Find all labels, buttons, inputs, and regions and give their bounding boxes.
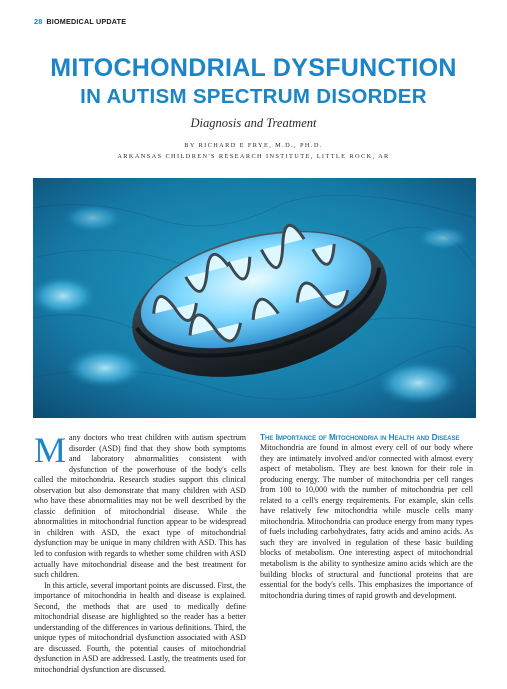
drop-cap: M [34,430,67,470]
article-subtitle: Diagnosis and Treatment [190,116,317,130]
intro-paragraph: any doctors who treat children with autism spectrum disorder (ASD) find that they show both symptoms and laboratory abnormalities consistent with dysfunction of the powerhouse of the body's cells called the mitochondria. Research studies support this clinical observation but also demonstrate that many children with ASD who have these abnormalities may not be well described by the classic definition of mitochondrial disease. While the abnormalities in mitochondrial function appear to be widespread in children with ASD, the exact type of mitochondrial dysfunction may be unique in many children with ASD. This has led to confusion with regards to whether some children with ASD actually have mitochondrial disease and the best treatment for such children. [34,433,246,580]
mitochondria-paragraph: Mitochondria are found in almost every cell of our body where they are intimately involved and/or connected with almost every aspect of metabolism. They are best known for their role in producing energy. The number of mitochondria per cell ranges from 100 to 10,000 with the number of mitochondria per cell related to a cell's energy requirements. For example, skin cells have relatively few mitochondria while muscle cells many mitochondria. Mitochondria can produce energy from many types of fuels including carbohydrates, fatty acids and amino acids. As such they are involved in regulation of these basic building blocks of metabolism. One interesting aspect of mitochondrial metabolism is the ability to synthesize amino acids which are the building blocks of structural and functional proteins that are essential for the body's cells. This emphasizes the importance of mitochondria during times of rapid growth and development. [260,443,473,600]
mitochondrion-illustration [33,178,476,418]
overview-paragraph: In this article, several important points are discussed. First, the importance of mitochondria in health and disease is explained. Second, the methods that are used to medically define mitochondrial disease are highlighted so the reader has a better understanding of the differences in various definitions. Third, the unique types of mitochondrial dysfunction associated with ASD are discussed. Fourth, the potential causes of mitochondrial dysfunction in ASD are addressed. Lastly, the treatments used for mitochondrial dysfunction are discussed. [34,580,246,675]
article-title-line-1: MITOCHONDRIAL DYSFUNCTION [50,54,457,82]
author-byline: BY RICHARD E FRYE, M.D., PH.D. [184,142,323,149]
article-title-line-2: IN AUTISM SPECTRUM DISORDER [80,85,427,108]
body-column-right [260,433,473,601]
running-header [34,17,126,26]
page-number: 28 [34,17,43,26]
section-heading: The Importance of Mitochondria in Health and Disease [260,433,460,442]
body-column-left [34,430,246,676]
author-affiliation: ARKANSAS CHILDREN'S RESEARCH INSTITUTE, LITTLE ROCK, AR [117,153,390,160]
section-label: BIOMEDICAL UPDATE [46,17,127,26]
